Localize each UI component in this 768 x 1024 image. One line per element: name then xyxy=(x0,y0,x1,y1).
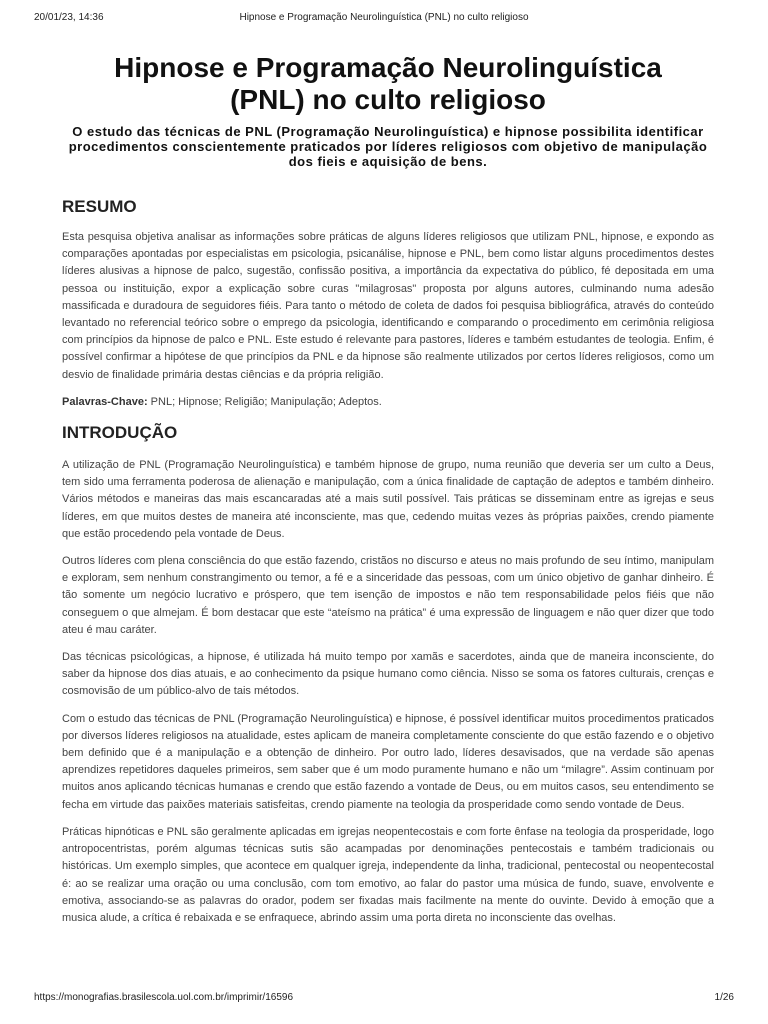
print-header xyxy=(0,0,768,40)
resumo-heading: RESUMO xyxy=(62,197,137,216)
print-datetime: 20/01/23, 14:36 xyxy=(34,12,104,23)
article-subtitle: O estudo das técnicas de PNL (Programação Neurolinguística) e hipnose possibilita identificar procedimentos conscientemente praticados por líderes religiosos com objetivo de manipulação dos fieis e aquisição de bens. xyxy=(68,124,708,169)
print-page-number: 1/26 xyxy=(714,992,734,1003)
intro-paragraph-4: Com o estudo das técnicas de PNL (Programação Neurolinguística) e hipnose, é possível identificar muitos procedimentos praticados por diversos líderes religiosos na atualidade, estes aplicam de maneira completamente consciente do que estão fazendo e o objetivo bem definido que é a manipulação e a obtenção de dinheiro. Por outro lado, líderes desavisados, que na verdade são apenas aprendizes repetidores daqueles primeiros, sem saber que é um modo puramente humano e não um “milagre”. Assim continuam por muitos anos aplicando técnicas humanas e crendo que estão fazendo a vontade de Deus, ou em muitos casos, seu entendimento se fecha em virtude das paixões materiais satisfeitas, crendo piamente na teologia da prosperidade como sendo vontade de Deus. xyxy=(62,712,714,811)
article xyxy=(62,52,714,927)
print-url: https://monografias.brasilescola.uol.com.br/imprimir/16596 xyxy=(34,992,293,1003)
intro-paragraph-3: Das técnicas psicológicas, a hipnose, é utilizada há muito tempo por xamãs e sacerdotes, ainda que de maneira inconsciente, do saber da hipnose dos dias atuais, e ao conhecimento da psique humano como ciência. Nisso se soma os fatores culturais, crenças e cosmovisão de um público-alvo de tais métodos. xyxy=(62,651,714,698)
keywords-label: Palavras-Chave: xyxy=(62,395,148,408)
intro-paragraph-1: A utilização de PNL (Programação Neurolinguística) e também hipnose de grupo, numa reunião que deveria ser um culto a Deus, tem sido uma ferramenta poderosa de alienação e manipulação, com a única finalidade de captação de adeptos e também dinheiro. Vários métodos e maneiras das mais escancaradas até a mais sutil possível. Tais práticas se disseminam entre as igrejas e seus líderes, em que muitos destes de maneira até inconsciente, mas que, cedendo muitas vezes às próprias paixões, crendo piamente que estão procedendo pela vontade de Deus. xyxy=(62,459,714,540)
article-title xyxy=(62,52,714,116)
intro-paragraph-5: Práticas hipnóticas e PNL são geralmente aplicadas em igrejas neopentecostais e com forte ênfase na teologia da prosperidade, logo antropocentristas, porém algumas técnicas sutis são acampadas por denominações pentecostais e também tradicionais ou históricas. Um exemplo simples, que acontece em qualquer igreja, independente da linha, tradicional, pentecostal ou neopentecostal é: ao se realizar uma oração ou uma conclusão, com tom emotivo, ao falar do pastor uma música de fundo, suave, envolvente e emotiva, associando-se as palavras do orador, podem ser fixadas mais facilmente na mente do ouvinte. Devido à emoção que a musica alude, a crítica é rebaixada e se enfraquece, abrindo assim uma porta direta no inconsciente das ovelhas. xyxy=(62,825,714,924)
print-page-title: Hipnose e Programação Neurolinguística (PNL) no culto religioso xyxy=(239,12,529,23)
print-footer xyxy=(0,988,768,1024)
article-title-line1: Hipnose e Programação Neurolinguística xyxy=(114,52,662,83)
keywords-text: PNL; Hipnose; Religião; Manipulação; Adeptos. xyxy=(147,395,382,408)
keywords xyxy=(62,394,714,411)
article-title-line2: (PNL) no culto religioso xyxy=(230,84,546,115)
intro-paragraph-2: Outros líderes com plena consciência do que estão fazendo, cristãos no discurso e ateus no mais profundo de seu íntimo, manipulam e exploram, sem nenhum constrangimento ou temor, a fé e a sinceridade das pessoas, com um único objetivo de ganhar dinheiro. É tão somente um negócio lucrativo e próspero, que tem isenção de impostos e não tem responsabilidade pelos fiéis que não conseguem o que almejam. É bom destacar que este “ateísmo na prática” é uma expressão de linguagem e não quer dizer que todo ateu é mau caráter. xyxy=(62,555,714,636)
introducao-heading: INTRODUÇÃO xyxy=(62,423,178,443)
resumo-text: Esta pesquisa objetiva analisar as informações sobre práticas de alguns líderes religiosos que utilizam PNL, hipnose, e expondo as comparações apontadas por especialistas em psicologia, psicanálise, hipnose e PNL, bem como listar alguns procedimentos destes líderes alusivas a hipnose de palco, sugestão, confissão positiva, a importância da expectativa do público, fé depositada em uma pessoa ou instituição, expor a explicação sobre curas "milagrosas" proposta por alguns autores, culminando numa adesão massificada e duradoura de seguidores fiéis. Para tanto o método de coleta de dados foi pesquisa bibliográfica, através do conteúdo levantado no referencial teórico sobre o emprego da psicologia, identificando e comparando o procedimento em cerimônia religiosa com princípios da hipnose de palco e PNL. Este estudo é relevante para pastores, líderes e também estudantes de teologia. Enfim, é possível confirmar a hipótese de que princípios da PNL e da hipnose são realmente utilizados por certos líderes religiosos, como um desvio de finalidade primária destas ciências e da própria religião. xyxy=(62,231,714,381)
